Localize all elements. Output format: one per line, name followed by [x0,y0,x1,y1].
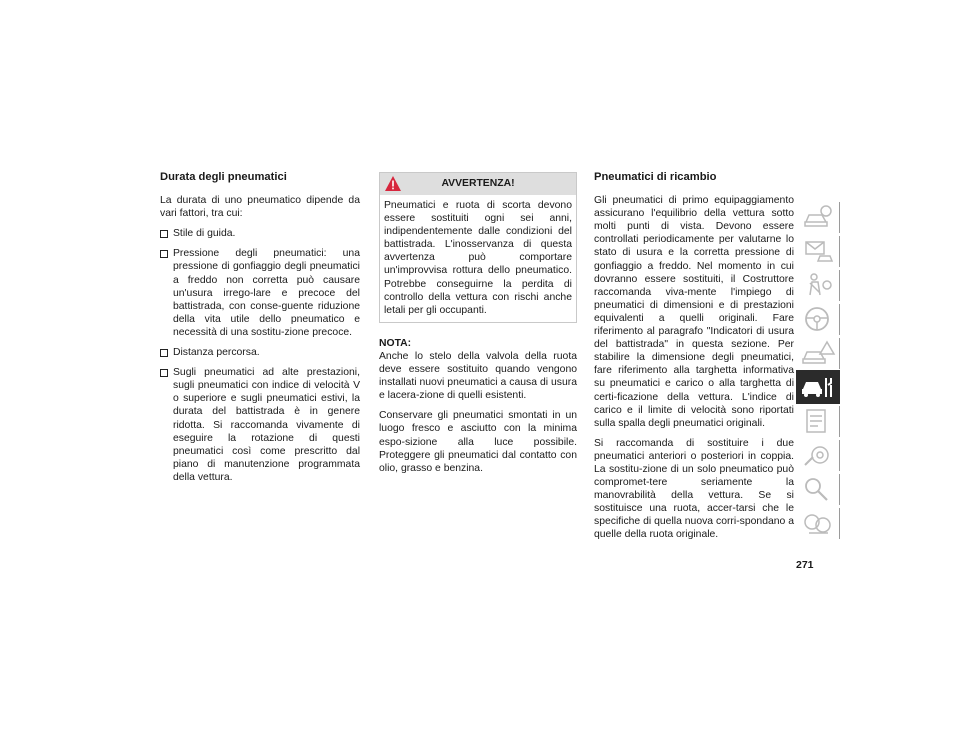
chapter-tab-active[interactable] [796,370,840,404]
chapter-tab[interactable] [796,200,840,234]
checklist-icon [800,407,836,435]
intro-paragraph: La durata di uno pneumatico dipende da vari fattori, tra cui: [160,195,360,220]
seatbelt-airbag-icon [800,271,836,299]
chapter-tab[interactable] [796,438,840,472]
car-tools-icon [800,373,836,401]
list-item: Sugli pneumatici ad alte prestazioni, sugli pneumatici con indice di velocità V o superiore e sugli pneumatici estivi, la durata del battistrada è in genere ridotta. Si raccomanda vivamente di eseguire la rotazione di questi pneumatici così come prescritto dal piano di manutenzione programmata della vettura. [160,366,360,484]
page-number: 271 [796,559,814,571]
tab-divider [839,406,840,437]
mail-car-icon [800,237,836,265]
chapter-tab[interactable] [796,472,840,506]
chapter-tab[interactable] [796,336,840,370]
chapter-tab[interactable] [796,234,840,268]
chapter-tab[interactable] [796,302,840,336]
warning-text: Pneumatici e ruota di scorta devono essere sostituiti ogni sei anni, indipendentemente dalle condizioni del battistrada. L'inosservanza di questa avvertenza può comportare un'improvvisa rottura dello pneumatico. Potrebbe conseguirne la perdita di controllo della vettura con rischi anche letali per gli occupanti. [384,200,572,316]
column-tire-life [160,171,360,491]
languages-icon [800,509,836,537]
warning-title: AVVERTENZA! [441,178,515,189]
tab-divider [839,338,840,369]
list-item: Distanza percorsa. [160,346,360,359]
tab-divider [839,202,840,233]
storage-paragraph: Conservare gli pneumatici smontati in un luogo fresco e asciutto con la minima espo-sizione alla luce possibile. Proteggere gli pneumatici dal contatto con olio, grasso e benzina. [379,410,577,474]
column-warning [379,172,577,482]
tab-divider [839,440,840,471]
note-label: NOTA: [379,337,412,349]
section-heading: Pneumatici di ricambio [594,171,717,183]
warning-header [380,173,576,195]
tab-divider [839,236,840,267]
warning-triangle-icon [384,175,402,192]
body-paragraph: Si raccomanda di sostituire i due pneumatici anteriori o posteriori in coppia. La sostitu-zione di un solo pneumatico può compromet-tere seriamente la manovrabilità della vettura. Se si sostituisce una ruota, accer-tarsi che le specifiche di quella nuova corri-spondano a quelle della ruota originale. [594,437,794,541]
tab-divider [839,304,840,335]
section-heading: Durata degli pneumatici [160,171,287,183]
tab-divider [839,474,840,505]
chapter-tab[interactable] [796,268,840,302]
column-replacement-tires [594,171,794,549]
steering-wheel-icon [800,305,836,333]
chapter-sidebar [796,200,842,545]
wrench-gear-icon [800,441,836,469]
note-text: Anche lo stelo della valvola della ruota deve essere sostituito quando vengono installati nuovi pneumatici a causa di usura e lacera-zione di quelli esistenti. [379,350,577,402]
chapter-tab[interactable] [796,404,840,438]
list-item: Pressione degli pneumatici: una pressione di gonfiaggio degli pneumatici a freddo non corretta può causare un'usura irrego-lare e precoce del battistrada, con conse-guente riduzione della vita utile dello pneumatico e necessità di una sostitu-zione precoce. [160,247,360,339]
search-icon [800,475,836,503]
note-block [379,337,577,402]
list-item: Stile di guida. [160,227,360,240]
chapter-tab[interactable] [796,506,840,540]
body-paragraph: Gli pneumatici di primo equipaggiamento assicurano l'equilibrio della vettura sotto molti punti di vista. Devono essere controllati periodicamente per valutarne lo stato di usura e la corretta pressione di gonfiaggio a freddo. Nel momento in cui dovranno essere sostituiti, il Costruttore raccomanda viva-mente l'impiego di pneumatici di dimensioni e di prestazioni equivalenti a quelli originali. Fare riferimento al paragrafo "Indicatori di usura del battistrada" in questa sezione. Per stabilire la dimensione degli pneumatici, fare riferimento alla targhetta informativa su pneumatici e carico o alla targhetta di certi-ficazione della vettura. L'indice di carico e il limite di velocità sono riportati sulla spalla degli pneumatici originali. [594,195,794,429]
tab-divider [839,270,840,301]
car-info-icon [800,203,836,231]
tab-divider [839,508,840,539]
warning-box [379,172,577,323]
car-warning-icon [800,339,836,367]
factor-list [160,227,360,484]
